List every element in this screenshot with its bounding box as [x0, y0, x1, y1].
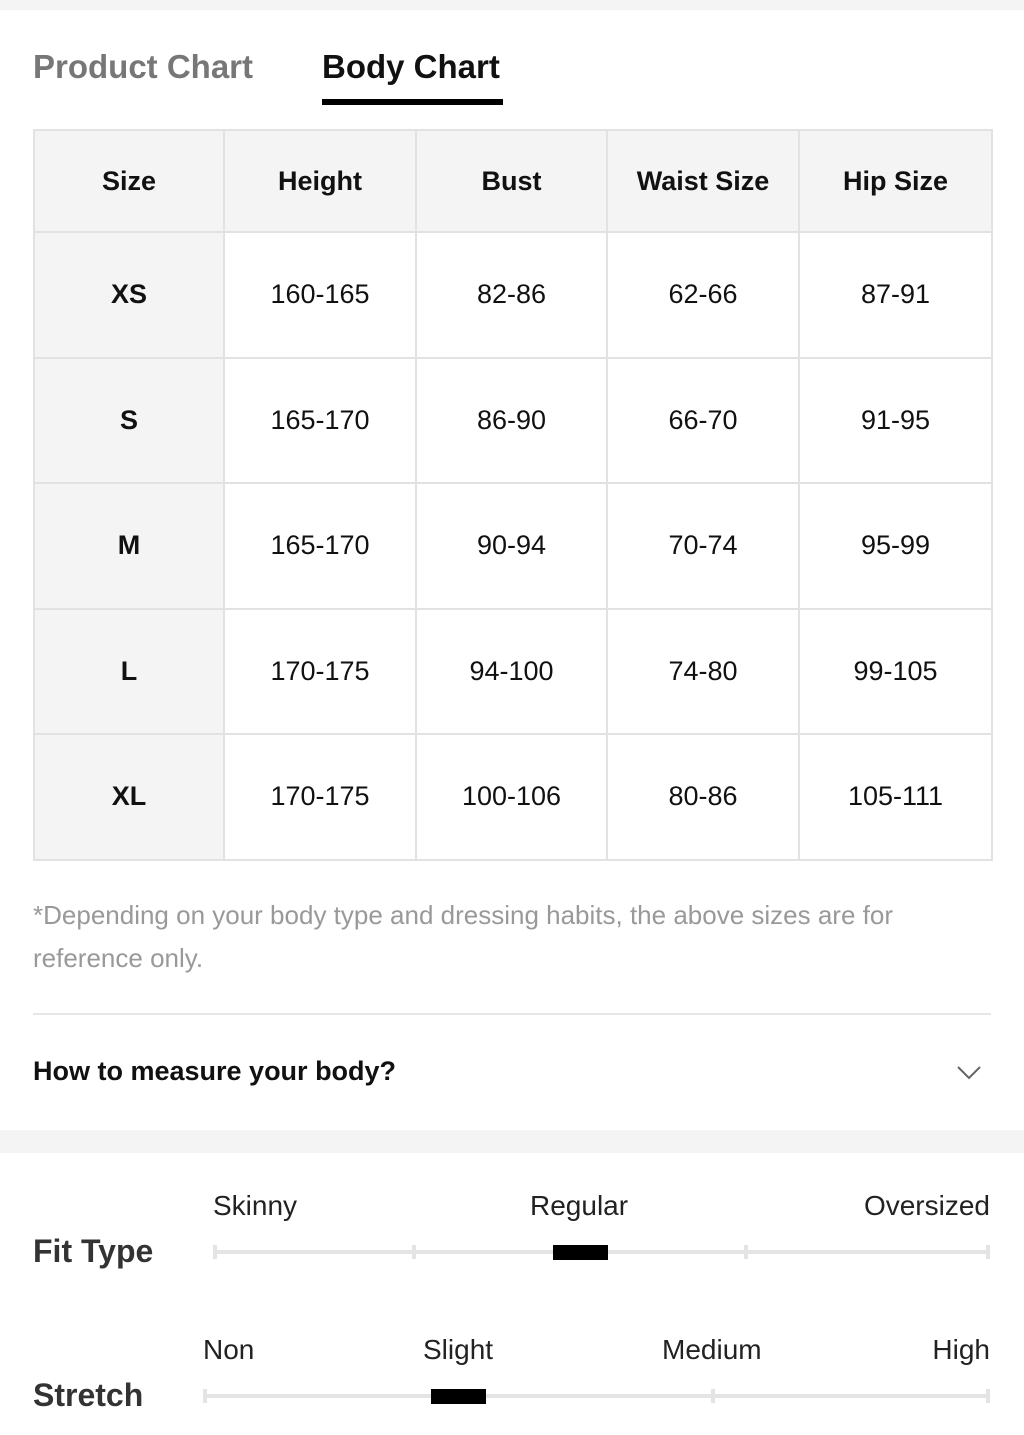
- section-separator: [0, 1130, 1024, 1153]
- bust-cell: 94-100: [416, 609, 607, 735]
- fit-type-label-oversized: Oversized: [863, 1190, 990, 1221]
- size-cell: M: [34, 483, 224, 609]
- chevron-down-icon[interactable]: [955, 1058, 983, 1086]
- hip-cell: 95-99: [799, 483, 992, 609]
- table-row: [34, 734, 992, 860]
- stretch-label-non: Non: [203, 1334, 255, 1365]
- height-cell: 170-175: [224, 734, 416, 860]
- bust-cell: 86-90: [416, 358, 607, 484]
- stretch-label-slight: Slight: [423, 1334, 494, 1365]
- fit-type-meter: [0, 1180, 1024, 1300]
- stretch-tick: [711, 1389, 715, 1403]
- size-table: [33, 129, 993, 861]
- column-header-hip-size: Hip Size: [799, 130, 992, 232]
- waist-cell: 70-74: [607, 483, 799, 609]
- column-header-waist-size: Waist Size: [607, 130, 799, 232]
- column-header-bust: Bust: [416, 130, 607, 232]
- height-cell: 165-170: [224, 358, 416, 484]
- stretch-meter: [0, 1324, 1024, 1435]
- table-row: [34, 232, 992, 358]
- fit-type-tick: [744, 1245, 748, 1259]
- waist-cell: 62-66: [607, 232, 799, 358]
- table-row: [34, 358, 992, 484]
- fit-type-label-regular: Regular: [530, 1190, 629, 1221]
- chart-tabs: [33, 48, 733, 108]
- stretch-title: Stretch: [33, 1377, 144, 1413]
- stretch-tick: [203, 1389, 207, 1403]
- hip-cell: 105-111: [799, 734, 992, 860]
- height-cell: 170-175: [224, 609, 416, 735]
- table-row: [34, 609, 992, 735]
- waist-cell: 74-80: [607, 609, 799, 735]
- table-row: [34, 483, 992, 609]
- divider: [33, 1013, 991, 1015]
- column-header-height: Height: [224, 130, 416, 232]
- size-cell: L: [34, 609, 224, 735]
- tab-product-chart[interactable]: Product Chart: [33, 48, 254, 85]
- fit-type-label-skinny: Skinny: [213, 1190, 298, 1221]
- hip-cell: 99-105: [799, 609, 992, 735]
- stretch-tick: [986, 1389, 990, 1403]
- stretch-label-high: High: [932, 1334, 990, 1365]
- height-cell: 160-165: [224, 232, 416, 358]
- tab-body-chart[interactable]: Body Chart: [322, 48, 500, 85]
- hip-cell: 91-95: [799, 358, 992, 484]
- fit-type-tick: [412, 1245, 416, 1259]
- height-cell: 165-170: [224, 483, 416, 609]
- fit-type-tick: [213, 1245, 217, 1259]
- bust-cell: 90-94: [416, 483, 607, 609]
- stretch-indicator: [431, 1389, 486, 1404]
- bust-cell: 82-86: [416, 232, 607, 358]
- how-to-measure-title: How to measure your body?: [33, 1056, 397, 1086]
- waist-cell: 66-70: [607, 358, 799, 484]
- bust-cell: 100-106: [416, 734, 607, 860]
- waist-cell: 80-86: [607, 734, 799, 860]
- column-header-size: Size: [34, 130, 224, 232]
- size-cell: XS: [34, 232, 224, 358]
- active-tab-indicator: [322, 99, 503, 105]
- how-to-measure-accordion[interactable]: [33, 1040, 991, 1106]
- stretch-label-medium: Medium: [662, 1334, 762, 1365]
- table-header-row: [34, 130, 992, 232]
- size-disclaimer-note: *Depending on your body type and dressing habits, the above sizes are for reference only.: [33, 900, 893, 973]
- size-cell: XL: [34, 734, 224, 860]
- stretch-track: [204, 1394, 990, 1398]
- fit-type-tick: [986, 1245, 990, 1259]
- size-cell: S: [34, 358, 224, 484]
- fit-type-indicator: [553, 1245, 608, 1260]
- hip-cell: 87-91: [799, 232, 992, 358]
- fit-type-title: Fit Type: [33, 1233, 154, 1269]
- top-band: [0, 0, 1024, 10]
